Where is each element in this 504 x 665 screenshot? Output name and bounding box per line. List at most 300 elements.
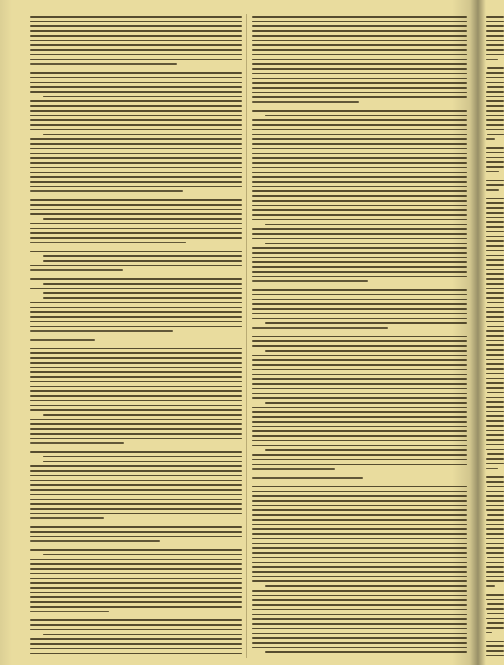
text-line xyxy=(486,434,504,436)
text-line xyxy=(486,77,504,79)
text-line xyxy=(30,199,242,201)
text-line xyxy=(30,442,124,444)
text-line xyxy=(252,336,467,338)
text-line xyxy=(252,623,467,625)
text-line xyxy=(252,63,467,65)
text-line xyxy=(252,238,467,240)
text-line xyxy=(43,283,242,285)
text-line xyxy=(486,30,504,32)
text-line xyxy=(486,138,495,140)
text-line xyxy=(486,269,504,271)
text-line xyxy=(486,533,504,535)
text-line xyxy=(486,16,504,18)
text-line xyxy=(252,110,467,112)
text-line xyxy=(486,354,504,356)
text-line xyxy=(486,202,504,204)
text-line xyxy=(265,115,467,117)
text-line xyxy=(30,237,242,239)
text-line xyxy=(30,129,242,131)
text-line xyxy=(252,340,467,342)
text-line xyxy=(486,368,504,370)
text-line xyxy=(30,489,242,491)
text-line xyxy=(30,563,242,565)
text-line xyxy=(252,421,467,423)
text-line xyxy=(252,533,467,535)
text-line xyxy=(30,596,242,598)
text-line xyxy=(486,449,504,451)
text-line xyxy=(252,637,467,639)
text-line xyxy=(252,190,467,192)
text-line xyxy=(252,181,467,183)
text-line xyxy=(486,585,495,587)
text-line xyxy=(252,303,467,305)
text-line xyxy=(30,470,242,472)
text-line xyxy=(486,430,504,432)
text-line xyxy=(252,87,467,89)
text-line xyxy=(30,35,242,37)
text-line xyxy=(252,276,467,278)
text-line xyxy=(30,362,242,364)
text-line xyxy=(252,495,467,497)
text-line xyxy=(30,311,242,313)
text-line xyxy=(30,124,242,126)
text-line xyxy=(486,415,504,417)
text-line xyxy=(486,363,504,365)
text-line xyxy=(30,269,123,271)
text-line xyxy=(43,134,242,136)
text-line xyxy=(486,198,504,200)
text-line xyxy=(252,82,467,84)
text-line xyxy=(252,464,467,466)
text-line xyxy=(486,632,492,634)
text-line xyxy=(486,387,504,389)
text-line xyxy=(486,264,504,266)
text-line xyxy=(30,376,242,378)
text-line xyxy=(252,580,467,582)
text-line xyxy=(486,491,504,493)
text-line xyxy=(252,486,467,488)
text-line xyxy=(30,540,160,542)
text-line xyxy=(252,138,467,140)
text-line xyxy=(252,214,467,216)
right-column xyxy=(252,16,467,656)
text-line xyxy=(252,393,467,395)
text-line xyxy=(252,59,467,61)
text-line xyxy=(486,316,504,318)
text-line xyxy=(30,367,242,369)
text-line xyxy=(252,633,467,635)
text-line xyxy=(30,499,242,501)
text-line xyxy=(30,484,242,486)
text-line xyxy=(252,604,467,606)
text-line xyxy=(252,30,467,32)
text-line xyxy=(30,390,242,392)
text-line xyxy=(30,162,242,164)
text-line xyxy=(252,134,467,136)
text-line xyxy=(30,157,242,159)
text-line xyxy=(486,406,504,408)
text-line xyxy=(486,124,504,126)
text-line xyxy=(252,157,467,159)
text-line xyxy=(30,223,242,225)
text-line xyxy=(486,259,504,261)
text-line xyxy=(486,373,504,375)
text-line xyxy=(252,505,467,507)
text-line xyxy=(252,205,467,207)
text-line xyxy=(486,608,504,610)
text-line xyxy=(252,445,467,447)
text-line xyxy=(486,321,504,323)
text-line xyxy=(30,265,242,267)
text-line xyxy=(30,110,242,112)
text-line xyxy=(30,508,242,510)
text-line xyxy=(486,576,504,578)
text-line xyxy=(252,266,467,268)
text-line xyxy=(252,609,467,611)
text-line xyxy=(486,547,504,549)
text-line xyxy=(30,386,242,388)
text-line xyxy=(30,326,242,328)
text-line xyxy=(252,228,467,230)
text-line xyxy=(486,54,504,56)
text-line xyxy=(252,440,467,442)
text-line xyxy=(486,217,504,219)
text-line xyxy=(252,186,467,188)
text-line xyxy=(486,273,504,275)
text-line xyxy=(30,643,242,645)
text-line xyxy=(252,628,467,630)
text-line xyxy=(252,44,467,46)
text-line xyxy=(252,500,467,502)
paragraph-gap xyxy=(486,637,504,641)
text-line xyxy=(486,519,504,521)
text-line xyxy=(30,480,242,482)
text-line xyxy=(30,330,173,332)
text-line xyxy=(486,378,504,380)
text-line xyxy=(30,91,242,93)
text-line xyxy=(252,411,467,413)
text-line xyxy=(43,554,242,556)
text-line xyxy=(252,397,467,399)
text-line xyxy=(252,219,467,221)
text-line xyxy=(252,25,467,27)
text-line xyxy=(265,402,467,404)
text-line xyxy=(30,72,242,74)
text-line xyxy=(486,349,504,351)
text-line xyxy=(252,143,467,145)
text-line xyxy=(486,505,504,507)
text-line xyxy=(252,642,467,644)
text-line xyxy=(252,514,467,516)
text-line xyxy=(486,468,498,470)
text-line xyxy=(43,414,242,416)
text-line xyxy=(30,82,242,84)
text-line xyxy=(252,96,467,98)
text-line xyxy=(252,576,467,578)
text-line xyxy=(486,618,504,620)
text-line xyxy=(486,152,504,154)
text-line xyxy=(30,307,242,309)
text-line xyxy=(30,573,242,575)
text-line xyxy=(252,519,467,521)
text-line xyxy=(30,433,242,435)
text-line xyxy=(486,82,504,84)
text-line xyxy=(486,115,504,117)
text-line xyxy=(252,477,363,479)
text-line xyxy=(486,49,504,51)
text-line xyxy=(252,257,467,259)
text-line xyxy=(30,405,242,407)
text-line xyxy=(486,359,504,361)
text-line xyxy=(252,148,467,150)
text-line xyxy=(30,25,242,27)
text-line xyxy=(30,517,104,519)
text-line xyxy=(486,382,504,384)
text-line xyxy=(30,302,242,304)
text-line xyxy=(486,161,504,163)
text-line xyxy=(30,100,242,102)
text-line xyxy=(265,585,467,587)
text-line xyxy=(252,430,467,432)
text-line xyxy=(486,307,504,309)
text-line xyxy=(252,538,467,540)
text-line xyxy=(486,458,504,460)
text-line xyxy=(252,599,467,601)
text-line xyxy=(486,297,504,299)
text-line xyxy=(30,86,242,88)
text-line xyxy=(486,119,504,121)
text-line xyxy=(252,252,467,254)
text-line xyxy=(486,105,504,107)
text-line xyxy=(252,40,467,42)
text-line xyxy=(486,157,504,159)
text-line xyxy=(252,374,467,376)
text-line xyxy=(486,184,504,186)
text-line xyxy=(252,388,467,390)
text-line xyxy=(30,119,242,121)
text-line xyxy=(30,568,242,570)
text-line xyxy=(265,350,467,352)
text-line xyxy=(486,240,504,242)
text-line xyxy=(252,21,467,23)
text-line xyxy=(486,509,504,511)
text-line xyxy=(252,162,467,164)
text-line xyxy=(30,395,242,397)
text-line xyxy=(30,232,242,234)
text-line xyxy=(30,339,95,341)
text-line xyxy=(252,528,467,530)
text-line xyxy=(30,190,183,192)
text-line xyxy=(486,207,504,209)
text-line xyxy=(486,250,504,252)
text-line xyxy=(252,383,467,385)
text-line xyxy=(30,549,242,551)
text-line xyxy=(486,166,504,168)
text-line xyxy=(486,226,504,228)
text-line xyxy=(486,245,504,247)
text-line xyxy=(486,35,504,37)
text-line xyxy=(265,224,467,226)
text-line xyxy=(43,461,242,463)
text-line xyxy=(30,619,242,621)
text-line xyxy=(252,176,467,178)
text-line xyxy=(30,653,242,655)
text-line xyxy=(30,213,242,215)
text-line xyxy=(252,200,467,202)
text-line xyxy=(252,618,467,620)
text-line xyxy=(30,209,242,211)
text-line xyxy=(486,283,504,285)
text-line xyxy=(43,456,242,458)
text-line xyxy=(43,634,242,636)
text-line xyxy=(486,110,504,112)
text-line xyxy=(252,590,467,592)
text-line xyxy=(487,613,504,615)
text-line xyxy=(30,451,242,453)
text-line xyxy=(487,86,504,88)
text-line xyxy=(486,171,499,173)
text-line xyxy=(30,624,242,626)
text-line xyxy=(30,400,242,402)
text-line xyxy=(486,397,504,399)
text-line xyxy=(487,67,504,69)
text-line xyxy=(486,495,504,497)
text-line xyxy=(252,129,467,131)
text-line xyxy=(30,77,242,79)
text-line xyxy=(252,595,467,597)
text-line xyxy=(252,524,467,526)
text-line xyxy=(252,359,467,361)
text-line xyxy=(252,364,467,366)
text-line xyxy=(30,204,242,206)
text-line xyxy=(486,566,504,568)
text-line xyxy=(30,531,242,533)
text-line xyxy=(30,465,242,467)
text-line xyxy=(486,571,504,573)
text-line xyxy=(487,557,504,559)
text-line xyxy=(486,72,504,74)
text-line xyxy=(43,96,242,98)
text-line xyxy=(252,547,467,549)
text-line xyxy=(252,233,467,235)
text-line xyxy=(30,251,242,253)
text-line xyxy=(486,330,504,332)
text-line xyxy=(30,105,242,107)
text-line xyxy=(30,611,109,613)
text-line xyxy=(30,409,242,411)
text-line xyxy=(486,100,504,102)
text-line xyxy=(486,528,504,530)
text-line xyxy=(252,327,388,329)
text-line xyxy=(30,438,242,440)
text-line xyxy=(487,302,504,304)
text-line xyxy=(265,651,467,653)
text-line xyxy=(486,91,504,93)
text-line xyxy=(43,260,242,262)
text-line xyxy=(252,153,467,155)
text-line xyxy=(30,536,242,538)
text-line xyxy=(30,475,242,477)
text-line xyxy=(252,355,467,357)
text-line xyxy=(486,340,504,342)
text-line xyxy=(252,435,467,437)
text-line xyxy=(30,228,242,230)
text-line xyxy=(252,280,368,282)
text-line xyxy=(30,44,242,46)
text-line xyxy=(252,566,467,568)
text-line xyxy=(252,209,467,211)
text-line xyxy=(30,419,242,421)
text-line xyxy=(30,321,242,323)
text-line xyxy=(252,459,467,461)
text-line xyxy=(252,454,467,456)
text-line xyxy=(30,143,242,145)
left-column xyxy=(30,16,242,656)
text-line xyxy=(30,16,242,18)
text-line xyxy=(30,316,242,318)
text-line xyxy=(487,486,504,488)
text-line xyxy=(252,68,467,70)
text-line xyxy=(252,509,467,511)
text-line xyxy=(30,153,242,155)
paragraph-gap xyxy=(486,176,504,180)
text-line xyxy=(487,134,504,136)
text-line xyxy=(265,322,467,324)
text-line xyxy=(252,92,467,94)
text-line xyxy=(30,40,242,42)
text-line xyxy=(252,491,467,493)
text-line xyxy=(486,524,504,526)
text-line xyxy=(30,21,242,23)
text-line xyxy=(30,115,242,117)
text-line xyxy=(487,326,504,328)
text-line xyxy=(486,594,504,596)
text-line xyxy=(30,592,242,594)
text-line xyxy=(252,426,467,428)
text-line xyxy=(30,423,242,425)
text-line xyxy=(486,255,504,257)
text-line xyxy=(252,49,467,51)
text-line xyxy=(252,468,335,470)
text-line xyxy=(486,439,504,441)
text-line xyxy=(486,189,499,191)
text-line xyxy=(486,212,504,214)
text-line xyxy=(486,411,504,413)
text-line xyxy=(252,119,467,121)
text-line xyxy=(30,278,242,280)
column-rule xyxy=(246,14,247,658)
text-line xyxy=(30,357,242,359)
text-line xyxy=(30,181,242,183)
text-line xyxy=(30,54,242,56)
text-line xyxy=(252,571,467,573)
text-line xyxy=(252,543,467,545)
text-line xyxy=(252,195,467,197)
text-line xyxy=(30,648,242,650)
text-line xyxy=(30,352,242,354)
text-line xyxy=(252,299,467,301)
text-line xyxy=(30,63,177,65)
text-line xyxy=(265,449,467,451)
text-line xyxy=(486,463,504,465)
text-line xyxy=(30,242,186,244)
text-line xyxy=(30,288,242,290)
text-line xyxy=(252,35,467,37)
text-line xyxy=(252,614,467,616)
text-line xyxy=(252,378,467,380)
text-line xyxy=(486,476,504,478)
text-line xyxy=(486,292,504,294)
